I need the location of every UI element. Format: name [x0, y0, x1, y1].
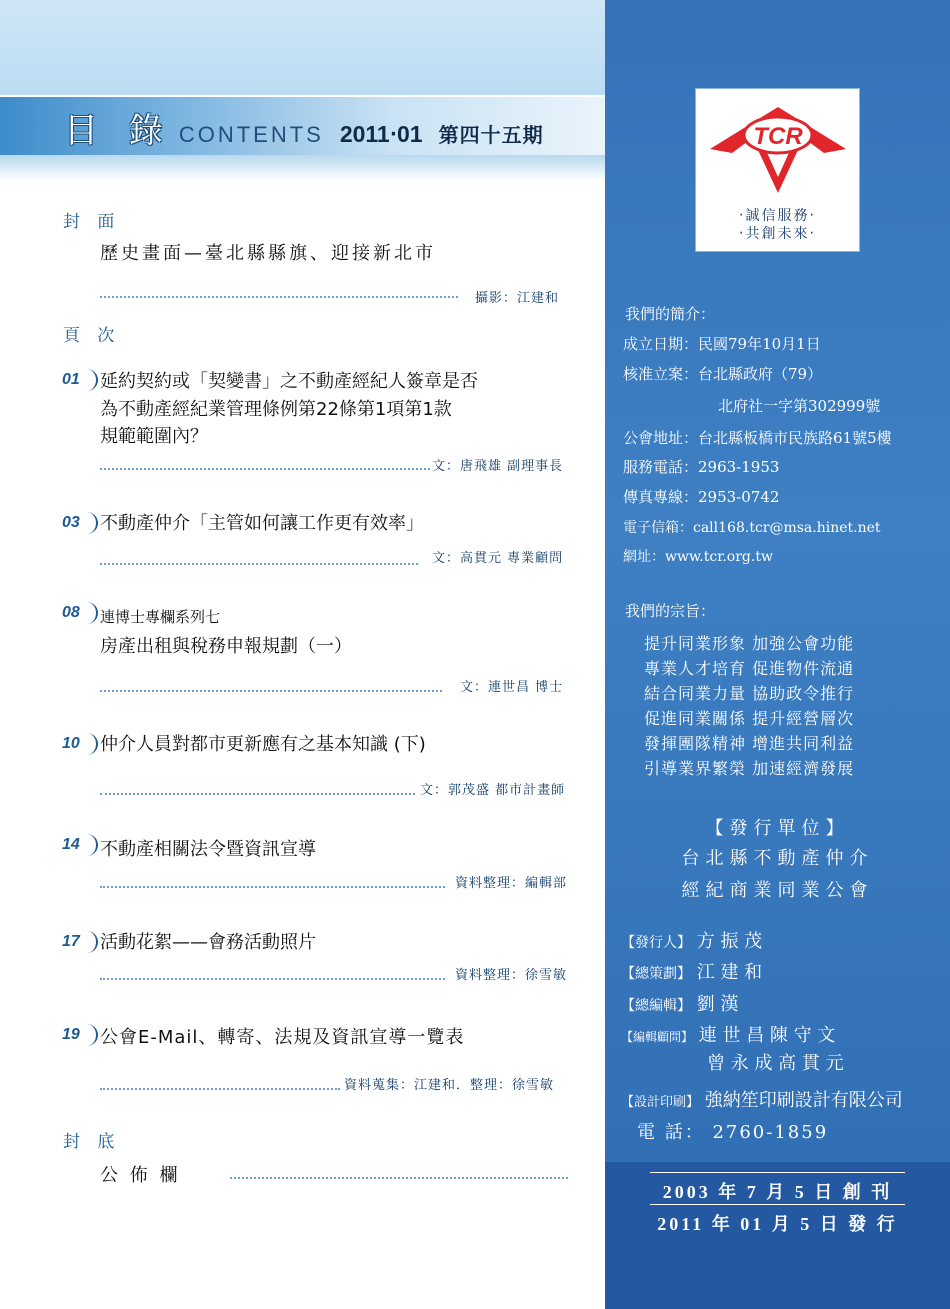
- toc-item-credit: 文：郭茂盛 都市計畫師: [420, 783, 566, 798]
- toc-item-credit: 資料蒐集：江建和．整理：徐雪敏: [344, 1078, 555, 1093]
- staff-editor: 【總編輯】 劉 漢: [621, 994, 739, 1015]
- leader-dots: [100, 886, 445, 888]
- leader-dots: [100, 978, 445, 980]
- leader-dots: [100, 690, 442, 692]
- staff-publisher: 【發行人】 方 振 茂: [621, 931, 763, 952]
- about-address: 公會地址：台北縣板橋市民族路61號5樓: [623, 429, 892, 447]
- aims-line: 引導業界繁榮 加速經濟發展: [644, 759, 855, 778]
- staff-planner: 【總策劃】 江 建 和: [621, 962, 763, 983]
- leader-dots: [100, 793, 415, 795]
- about-approval-number: 北府社一字第302999號: [718, 397, 881, 415]
- about-website[interactable]: 網址：www.tcr.org.tw: [623, 549, 773, 565]
- issued-date: 2011 年 01 月 5 日 發 行: [657, 1214, 898, 1234]
- logo-motto-2: ‧共創未來‧: [739, 226, 816, 242]
- contact-phone: 電 話： 2760-1859: [637, 1122, 829, 1143]
- toc-item-credit: 資料整理：編輯部: [455, 876, 568, 891]
- svg-text:TCR: TCR: [753, 123, 803, 150]
- page-number: 03: [62, 514, 80, 531]
- cover-credit: 攝影：江建和: [475, 291, 560, 306]
- header-contents: CONTENTS: [178, 122, 324, 147]
- about-phone: 服務電話：2963-1953: [623, 458, 780, 476]
- about-fax: 傳真專線：2953-0742: [623, 488, 780, 506]
- page-number: 08: [62, 604, 80, 621]
- pages-section-title: 頁 次: [63, 326, 121, 346]
- toc-item-title[interactable]: 規範範圍內？: [100, 426, 208, 447]
- toc-item-credit: 文：唐飛雄 副理事長: [432, 459, 564, 474]
- date-rule-top: [650, 1172, 905, 1173]
- aims-heading: 我們的宗旨：: [625, 602, 716, 620]
- header-shadow: [0, 155, 605, 181]
- staff-advisors-2: 曾 永 成 高 貫 元: [707, 1053, 844, 1074]
- leader-dots: [100, 563, 418, 565]
- about-email[interactable]: 電子信箱：call168.tcr@msa.hinet.net: [623, 520, 881, 536]
- cover-section-title: 封 面: [63, 212, 121, 232]
- toc-item-title[interactable]: 為不動產經紀業管理條例第22條第1項第1款: [100, 399, 452, 420]
- header-mulu: 目 錄: [64, 111, 173, 151]
- header-issue: 第四十五期: [438, 123, 544, 147]
- tcr-logo-icon: [696, 89, 861, 209]
- leader-dots: [100, 468, 430, 470]
- toc-item-title[interactable]: 公會E-Mail、轉寄、法規及資訊宣導一覽表: [100, 1027, 465, 1048]
- issue-dates: [640, 1170, 915, 1240]
- toc-item-title[interactable]: 活動花絮——會務活動照片: [100, 932, 316, 953]
- staff-printing: 【設計印刷】 強納笙印刷設計有限公司: [621, 1090, 903, 1111]
- toc-item-title[interactable]: 仲介人員對都市更新應有之基本知識 (下): [100, 734, 426, 755]
- page-number: 14: [62, 836, 80, 853]
- toc-item-credit: 文：高貫元 專業顧問: [432, 551, 564, 566]
- page-number: 01: [62, 371, 80, 388]
- page-number: 10: [62, 735, 80, 752]
- toc-item-title[interactable]: 延約契約或「契變書」之不動產經紀人簽章是否: [100, 371, 478, 392]
- leader-dots: [100, 296, 458, 298]
- back-cover-section-title: 封 底: [63, 1132, 121, 1152]
- staff-advisors: 【編輯顧問】 連 世 昌 陳 守 文: [621, 1025, 836, 1046]
- page-number: 17: [62, 933, 80, 950]
- leader-dots: [230, 1177, 568, 1179]
- top-band: [0, 0, 605, 95]
- tcr-logo: [695, 88, 860, 252]
- header-date: 2011‧01: [339, 121, 423, 147]
- page-number: 19: [62, 1026, 80, 1043]
- publisher-line-1: 台北縣不動產仲介: [681, 848, 874, 869]
- toc-item-subtitle: 連博士專欄系列七: [100, 608, 221, 626]
- back-cover-title[interactable]: 公 佈 欄: [100, 1165, 181, 1186]
- aims-line: 提升同業形象 加強公會功能: [644, 634, 855, 653]
- publisher-line-2: 經紀商業同業公會: [681, 880, 874, 901]
- toc-item-credit: 文：連世昌 博士: [460, 680, 564, 695]
- cover-title[interactable]: 歷史畫面—臺北縣縣旗、迎接新北市: [100, 243, 436, 264]
- aims-line: 促進同業關係 提升經營層次: [644, 709, 855, 728]
- aims-line: 發揮團隊精神 增進共同利益: [644, 734, 855, 753]
- toc-item-credit: 資料整理：徐雪敏: [455, 968, 568, 983]
- aims-line: 專業人才培育 促進物件流通: [644, 659, 855, 678]
- founded-date: 2003 年 7 月 5 日 創 刊: [662, 1182, 893, 1202]
- about-founded: 成立日期：民國79年10月1日: [623, 335, 821, 353]
- toc-item-title[interactable]: 不動產仲介「主管如何讓工作更有效率」: [100, 513, 424, 534]
- date-rule-middle: [650, 1204, 905, 1205]
- toc-item-title[interactable]: 不動產相關法令暨資訊宣導: [100, 839, 316, 860]
- toc-item-title[interactable]: 房產出租與稅務申報規劃（一）: [100, 636, 352, 657]
- logo-motto-1: ‧誠信服務‧: [739, 208, 816, 224]
- about-approval: 核准立案：台北縣政府（79）: [623, 365, 823, 383]
- about-heading: 我們的簡介：: [625, 305, 716, 323]
- leader-dots: [100, 1088, 340, 1090]
- publisher-label: 【發行單位】: [705, 818, 850, 839]
- aims-line: 結合同業力量 協助政令推行: [644, 684, 855, 703]
- contents-header: [64, 103, 544, 149]
